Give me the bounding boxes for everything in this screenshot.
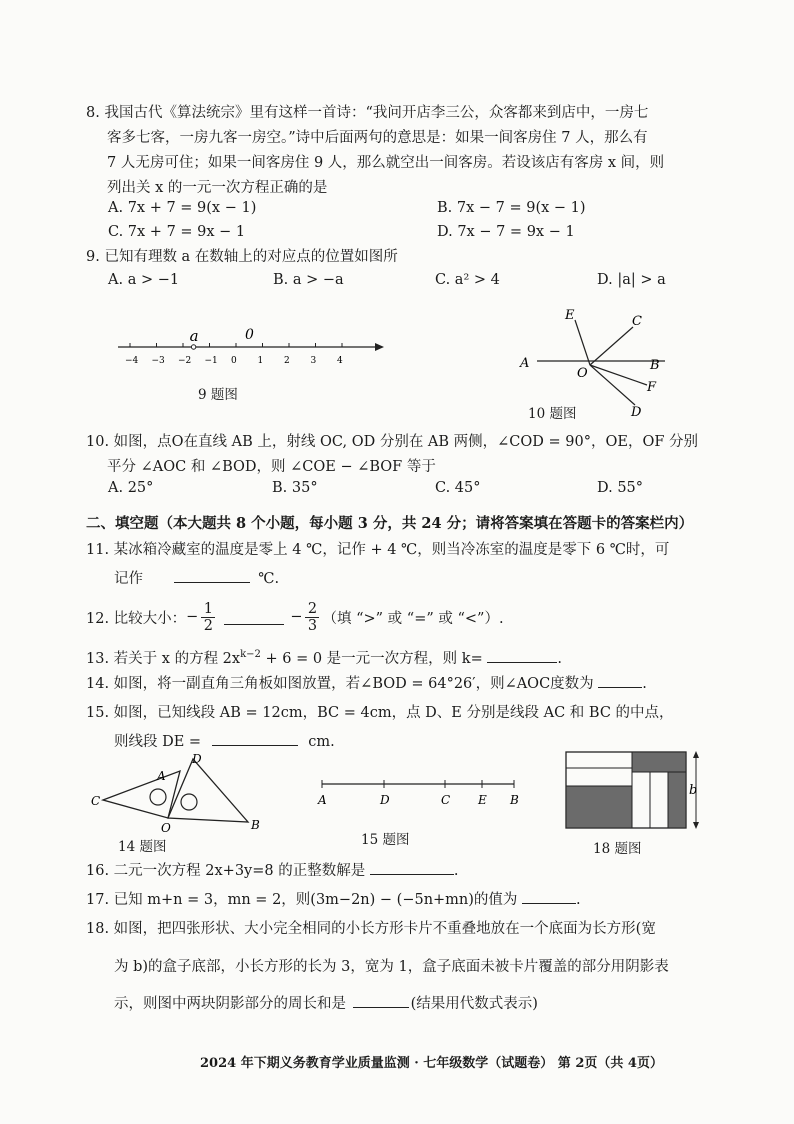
figure-18-caption: 18 题图 xyxy=(593,841,642,857)
q16-text: 16. 二元一次方程 2x+3y=8 的正整数解是 xyxy=(86,863,366,879)
q11-prefix: 记作 xyxy=(114,571,143,587)
q9-stem: 9. 已知有理数 a 在数轴上的对应点的位置如图所 xyxy=(86,249,398,265)
q18-answer-blank[interactable] xyxy=(353,993,409,1008)
tick-label: 0 xyxy=(231,356,237,366)
label-C: C xyxy=(91,794,101,808)
q18-line-1: 18. 如图，把四张形状、大小完全相同的小长方形卡片不重叠地放在一个底面为长方形(宽 xyxy=(86,921,656,937)
q14-answer-blank[interactable] xyxy=(598,673,642,688)
q10-line-1: 10. 如图，点O在直线 AB 上，射线 OC, OD 分别在 AB 两侧，∠COD = 90°，OE，OF 分别 xyxy=(86,434,699,450)
q18-line-3 xyxy=(114,992,538,1016)
label-O: O xyxy=(161,821,171,835)
q9-option-b: B. a > −a xyxy=(273,272,344,288)
page-footer: 2024 年下期义务教育学业质量监测 · 七年级数学（试题卷） 第 2页（共 4页） xyxy=(200,1056,663,1071)
tick-label: 4 xyxy=(337,356,343,366)
q12-prefix: 12. 比较大小： xyxy=(86,610,187,627)
label-D: D xyxy=(631,405,642,420)
q12-suffix: （填 “>” 或 “=” 或 “<”）. xyxy=(322,610,504,627)
q11-line-1: 11. 某冰箱冷藏室的温度是零上 4 ℃，记作 + 4 ℃，则当冷冻室的温度是零下 6 ℃时，可 xyxy=(86,542,670,558)
q14 xyxy=(86,672,647,696)
q16 xyxy=(86,859,458,883)
figure-14-caption: 14 题图 xyxy=(118,839,167,855)
label-O: O xyxy=(577,366,588,381)
q13-answer-blank[interactable] xyxy=(487,648,557,663)
q13-end: . xyxy=(557,650,562,667)
q13-pre: 13. 若关于 x 的方程 2x xyxy=(86,650,241,667)
figure-15 xyxy=(312,772,527,812)
q18-line-2: 为 b)的盒子底部，小长方形的长为 3，宽为 1，盒子底面未被卡片覆盖的部分用阴影表 xyxy=(114,959,669,975)
q10-line-2: 平分 ∠AOC 和 ∠BOD，则 ∠COE − ∠BOF 等于 xyxy=(107,459,436,475)
segment-point-label: D xyxy=(380,793,390,807)
q10-option-b: B. 35° xyxy=(272,480,318,496)
q18-text: 示，则图中两块阴影部分的周长和是 xyxy=(114,996,346,1012)
q17-end: . xyxy=(576,892,581,908)
q11-line-2 xyxy=(114,567,279,591)
figure-18 xyxy=(560,748,710,833)
q8-option-d: D. 7x − 7 = 9x − 1 xyxy=(437,224,575,240)
frac2-num: 2 xyxy=(307,600,318,617)
q16-answer-blank[interactable] xyxy=(370,860,454,875)
segment-point-label: B xyxy=(510,793,519,807)
frac1-sign: − xyxy=(186,609,199,625)
frac1-den: 2 xyxy=(203,617,213,634)
label-B: B xyxy=(650,358,660,373)
point-a-marker xyxy=(191,345,195,349)
q18-end: (结果用代数式表示) xyxy=(410,996,538,1012)
section-2-title: 二、填空题（本大题共 8 个小题，每小题 3 分，共 24 分；请将答案填在答题卡的答案栏内） xyxy=(86,515,694,532)
q8-option-c: C. 7x + 7 = 9x − 1 xyxy=(108,224,246,240)
tick-label: −4 xyxy=(125,356,139,366)
fraction-2 xyxy=(305,601,319,634)
q13-exponent: k−2 xyxy=(240,649,261,660)
q17-text: 17. 已知 m+n = 3，mn = 2，则(3m−2n) − (−5n+mn)的值为 xyxy=(86,892,518,908)
q11-answer-blank[interactable] xyxy=(174,568,250,583)
frac1-num: 1 xyxy=(203,600,213,617)
q8-line-4: 列出关 x 的一元一次方程正确的是 xyxy=(107,180,328,196)
q8-line-3: 7 人无房可住；如果一间客房住 9 人，那么就空出一间客房。若设该店有客房 x 间，则 xyxy=(107,155,665,171)
point-a-label: a xyxy=(189,327,199,345)
q8-line-2: 客多七客，一房九客一房空。”诗中后面两句的意思是：如果一间客房住 7 人，那么有 xyxy=(107,130,648,146)
figure-10-caption: 10 题图 xyxy=(528,406,577,422)
frac2-den: 3 xyxy=(307,617,318,634)
q13-post: + 6 = 0 是一元一次方程，则 k= xyxy=(260,650,483,667)
q12 xyxy=(86,593,504,641)
tick-label: 2 xyxy=(284,356,290,366)
segment-point-label: C xyxy=(441,793,451,807)
label-E: E xyxy=(565,308,575,323)
figure-15-caption: 15 题图 xyxy=(361,832,410,848)
q9-option-d: D. |a| > a xyxy=(597,272,666,288)
q11-suffix: ℃. xyxy=(258,571,280,587)
q9-option-a: A. a > −1 xyxy=(108,272,180,288)
q16-end: . xyxy=(453,863,459,879)
figure-14 xyxy=(88,750,268,835)
label-A: A xyxy=(520,356,530,371)
q17 xyxy=(86,888,581,912)
tick-label: −3 xyxy=(151,356,165,366)
tick-label: −1 xyxy=(204,356,218,366)
q14-text: 14. 如图，将一副直角三角板如图放置，若∠BOD = 64°26′，则∠AOC度数为 xyxy=(86,676,594,692)
figure-9-caption: 9 题图 xyxy=(198,387,238,403)
label-C: C xyxy=(632,314,642,329)
origin-label: 0 xyxy=(245,327,254,343)
figure-9-number-line xyxy=(112,325,392,375)
q15-prefix: 则线段 DE = xyxy=(114,734,202,750)
q10-option-d: D. 55° xyxy=(597,480,644,496)
segment-point-label: A xyxy=(318,793,327,807)
q15-line-1: 15. 如图，已知线段 AB = 12cm，BC = 4cm，点 D、E 分别是线段 AC 和 BC 的中点， xyxy=(86,705,674,721)
q9-option-c: C. a² > 4 xyxy=(435,272,500,288)
q15-suffix: cm. xyxy=(308,734,335,750)
label-A: A xyxy=(157,769,166,783)
q8-line-1: 8. 我国古代《算法统宗》里有这样一首诗：“我问开店李三公，众客都来到店中，一房七 xyxy=(86,105,649,121)
q10-option-c: C. 45° xyxy=(435,480,481,496)
label-b: b xyxy=(689,783,698,798)
label-D: D xyxy=(192,752,202,766)
q10-option-a: A. 25° xyxy=(108,480,154,496)
q14-end: . xyxy=(642,676,647,692)
segment-point-label: E xyxy=(478,793,487,807)
q15-answer-blank[interactable] xyxy=(212,731,298,746)
q8-option-a: A. 7x + 7 = 9(x − 1) xyxy=(108,200,257,216)
q17-answer-blank[interactable] xyxy=(522,889,576,904)
label-B: B xyxy=(251,818,260,832)
tick-label: 1 xyxy=(257,356,264,366)
q8-option-b: B. 7x − 7 = 9(x − 1) xyxy=(437,200,586,216)
tick-label: 3 xyxy=(310,356,317,366)
frac2-sign: − xyxy=(290,609,303,625)
tick-label: −2 xyxy=(178,356,192,366)
q12-answer-blank[interactable] xyxy=(224,610,284,625)
q13 xyxy=(86,643,562,671)
label-F: F xyxy=(647,380,657,395)
fraction-1 xyxy=(201,601,215,634)
